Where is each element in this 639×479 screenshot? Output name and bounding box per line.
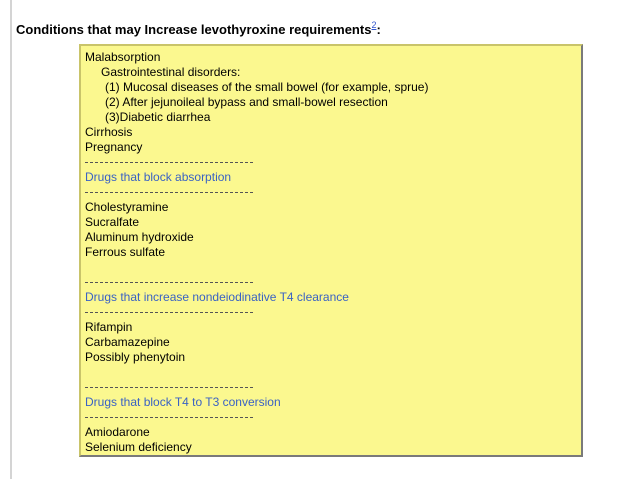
gi-item: (1) Mucosal diseases of the small bowel (for example, sprue)	[105, 80, 429, 94]
drug-item: Sucralfate	[85, 215, 140, 229]
heading-suffix: :	[376, 22, 381, 37]
drug-item: Cholestyramine	[85, 200, 169, 214]
drug-item: Carbamazepine	[85, 335, 170, 349]
gi-item: (3)Diabetic diarrhea	[105, 110, 211, 124]
heading-text: Conditions that may Increase levothyroxine requirements	[16, 22, 372, 37]
dashed-divider	[85, 275, 428, 290]
gi-item: (2) After jejunoileal bypass and small-bowel resection	[105, 95, 388, 109]
drug-item: Possibly phenytoin	[85, 350, 186, 364]
drug-item: Ferrous sulfate	[85, 245, 166, 259]
drug-item: Aluminum hydroxide	[85, 230, 194, 244]
conditions-box	[79, 44, 583, 457]
pregnancy-label: Pregnancy	[85, 140, 143, 154]
section-title-conversion: Drugs that block T4 to T3 conversion	[85, 395, 281, 409]
dashed-divider	[85, 185, 428, 200]
malabsorption-label: Malabsorption	[85, 50, 161, 64]
conditions-list	[85, 50, 428, 455]
drug-item: Selenium deficiency	[85, 440, 192, 454]
section-title-absorption: Drugs that block absorption	[85, 170, 232, 184]
drug-item: Amiodarone	[85, 425, 150, 439]
dashed-divider	[85, 380, 428, 395]
cirrhosis-label: Cirrhosis	[85, 125, 133, 139]
spacer	[85, 365, 428, 380]
section-title-clearance: Drugs that increase nondeiodinative T4 clearance	[85, 290, 349, 304]
gi-disorders-label: Gastrointestinal disorders:	[101, 65, 241, 79]
dashed-divider	[85, 155, 428, 170]
reference-link[interactable]: 2	[371, 20, 377, 30]
spacer	[85, 260, 428, 275]
page-left-border	[10, 0, 12, 479]
dashed-divider	[85, 305, 428, 320]
page-heading	[16, 20, 381, 37]
dashed-divider	[85, 410, 428, 425]
drug-item: Rifampin	[85, 320, 133, 334]
